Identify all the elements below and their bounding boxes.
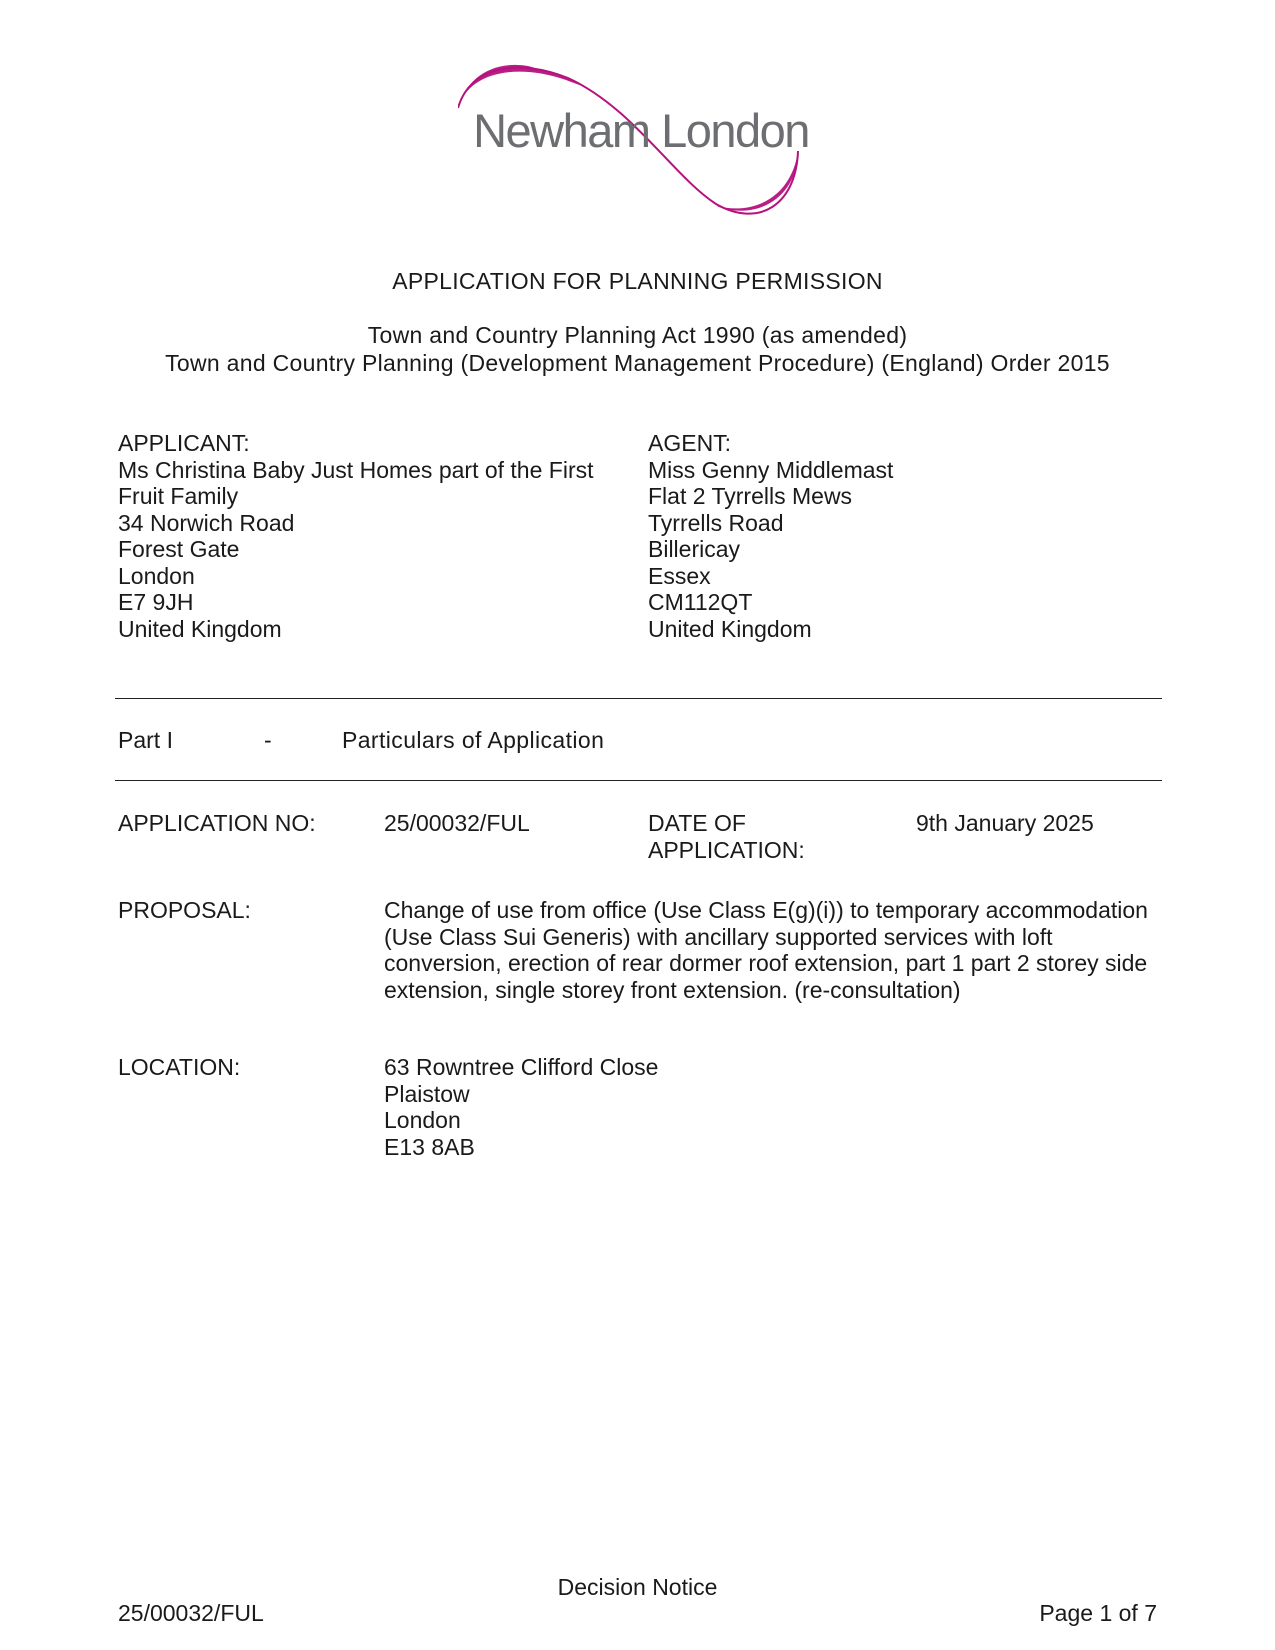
location-label: LOCATION: [118, 1054, 241, 1080]
act-line-2: Town and Country Planning (Development Management Procedure) (England) Order 2015 [165, 350, 1110, 376]
divider-bottom [115, 780, 1162, 781]
application-no-value: 25/00032/FUL [384, 810, 530, 836]
agent-block [648, 430, 893, 642]
footer-page-number: Page 1 of 7 [1039, 1600, 1157, 1626]
footer-reference: 25/00032/FUL [118, 1600, 264, 1626]
location-line: E13 8AB [384, 1133, 475, 1160]
agent-line: CM112QT [648, 589, 753, 615]
date-value: 9th January 2025 [916, 810, 1094, 836]
applicant-line: United Kingdom [118, 615, 282, 642]
part-label: Part I [118, 727, 173, 753]
agent-line: Essex [648, 562, 711, 589]
newham-london-logo [458, 56, 824, 222]
applicant-line: Ms Christina Baby Just Homes part of the First [118, 456, 594, 483]
divider-top [115, 698, 1162, 699]
date-label-line2: APPLICATION: [648, 837, 805, 863]
footer-decision-notice: Decision Notice [557, 1574, 718, 1600]
agent-line: Tyrrells Road [648, 509, 784, 536]
agent-line: Flat 2 Tyrrells Mews [648, 483, 853, 509]
proposal-label: PROPOSAL: [118, 897, 251, 923]
part-dash: - [264, 727, 272, 753]
agent-line: Miss Genny Middlemast [648, 456, 894, 483]
location-block [384, 1054, 658, 1160]
applicant-line: Forest Gate [118, 536, 240, 562]
agent-line: Billericay [648, 536, 741, 562]
applicant-block [118, 430, 594, 642]
applicant-line: 34 Norwich Road [118, 509, 295, 536]
location-line: 63 Rowntree Clifford Close [384, 1054, 659, 1080]
location-line: London [384, 1107, 461, 1133]
agent-line: United Kingdom [648, 615, 812, 642]
location-line: Plaistow [384, 1080, 470, 1107]
agent-label: AGENT: [648, 430, 732, 456]
applicant-line: London [118, 562, 195, 589]
document-title: APPLICATION FOR PLANNING PERMISSION [392, 268, 883, 294]
applicant-line: E7 9JH [118, 589, 194, 615]
applicant-line: Fruit Family [118, 483, 239, 509]
proposal-text: Change of use from office (Use Class E(g)(i)) to temporary accommodation (Use Class Sui Generis) with ancillary supported services with loft conversion, erection of rear dormer roof extension, part 1 part 2 storey side extension, single storey front extension. (re-consultation) [384, 897, 1148, 1003]
applicant-label: APPLICANT: [118, 430, 250, 456]
part-title: Particulars of Application [342, 727, 605, 753]
logo-text: Newham London [473, 104, 809, 157]
act-line-1: Town and Country Planning Act 1990 (as amended) [367, 322, 908, 348]
date-label-line1: DATE OF [648, 810, 746, 836]
application-no-label: APPLICATION NO: [118, 810, 316, 836]
